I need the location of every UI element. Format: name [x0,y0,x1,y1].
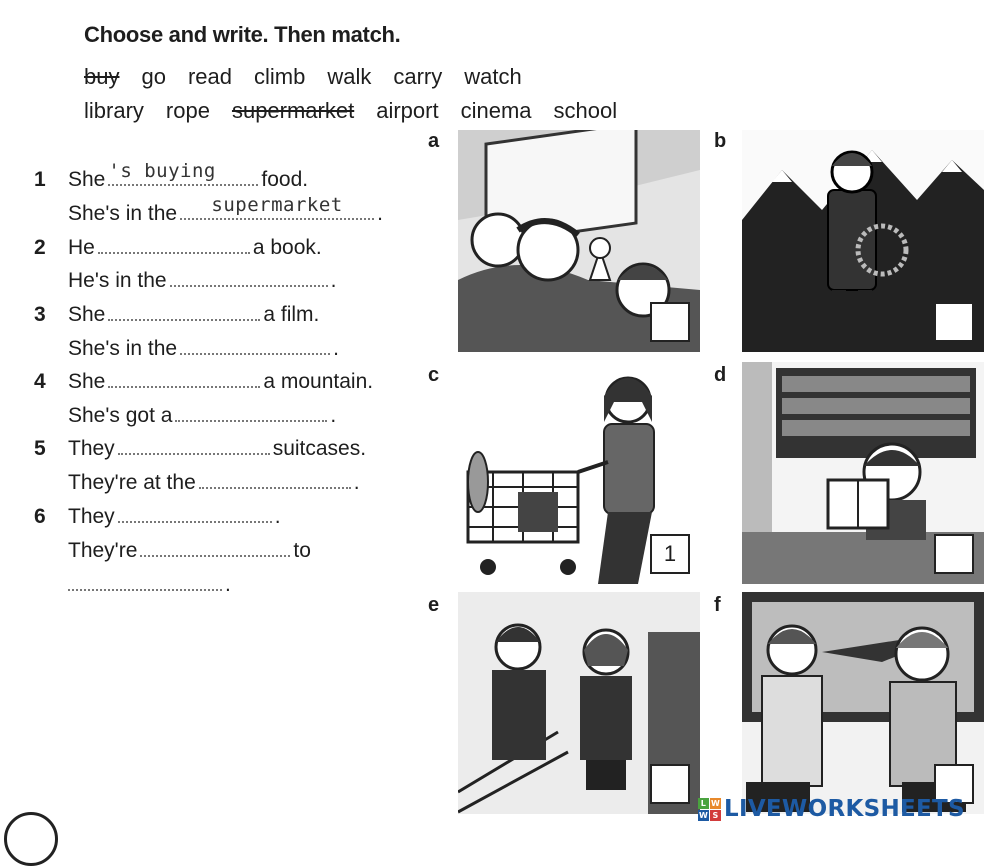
sentence-text: She [68,168,106,191]
sentence-text: . [330,269,337,292]
word-bank-row-1 [84,64,522,90]
word-bank-item[interactable]: buy [84,64,120,89]
liveworksheets-logo [698,796,965,822]
handwritten-answer: 's buying [108,160,216,182]
question-5-line-1 [68,437,366,461]
word-bank-row-2 [84,98,617,124]
sentence-text: a mountain. [263,370,374,393]
sentence-text: . [377,202,383,225]
picture-e-school [458,592,700,814]
sentence-text: They're [68,539,138,562]
word-bank-item[interactable]: read [187,64,233,89]
question-6-line-3 [68,573,231,597]
question-3-line-1 [68,303,319,327]
answer-blank[interactable] [180,194,374,220]
question-1-line-2 [68,194,383,226]
question-6-line-2 [68,539,311,563]
picture-d-library [742,362,984,584]
word-bank-item[interactable]: climb [254,64,306,89]
answer-blank[interactable] [170,269,328,287]
answer-box[interactable] [650,764,690,804]
sentence-text: He [68,236,95,259]
sentence-text: a book. [252,236,322,259]
word-bank-item[interactable]: carry [393,64,443,89]
word-bank-item[interactable]: go [141,64,166,89]
answer-blank[interactable] [118,437,270,455]
sentence-text: . [225,573,231,596]
question-6-line-1 [68,505,281,529]
liveworksheets-logo-icon [698,798,721,821]
picture-label: f [714,594,721,616]
word-bank-item[interactable]: watch [464,64,522,89]
sentence-text: . [330,404,337,427]
question-3-line-2 [68,337,339,361]
question-4-line-2 [68,404,336,428]
picture-label: e [428,594,440,616]
answer-blank[interactable] [175,404,327,422]
logo-tile: W [710,798,721,808]
question-number: 4 [34,370,46,393]
question-number: 1 [34,168,46,191]
sentence-text: She [68,370,106,393]
answer-box[interactable] [650,302,690,342]
word-bank-item[interactable]: rope [165,98,210,123]
answer-box[interactable]: 1 [650,534,690,574]
answer-blank[interactable] [180,337,330,355]
sentence-text: She's in the [68,202,178,225]
sentence-text: She [68,303,106,326]
sentence-text: She's in the [68,337,178,360]
answer-blank[interactable] [108,303,260,321]
question-2-line-1 [68,236,322,260]
word-bank-item[interactable]: airport [376,98,439,123]
picture-label: b [714,130,727,152]
picture-a-cinema [458,130,700,352]
sentence-text: food. [261,168,309,191]
answer-blank[interactable] [140,539,290,557]
question-number: 2 [34,236,46,259]
sentence-text: He's in the [68,269,167,292]
answer-box[interactable] [934,302,974,342]
word-bank-item[interactable]: library [84,98,144,123]
sentence-text: suitcases. [272,437,367,460]
question-5-line-2 [68,471,360,495]
answer-blank[interactable] [68,573,222,591]
answer-blank[interactable] [118,505,272,523]
handwritten-answer: supermarket [211,194,343,216]
sentence-text: They're at the [68,471,196,494]
sentence-text: They [68,505,115,528]
logo-tile: S [710,810,721,821]
brand-text: LIVEWORKSHEETS [724,796,965,822]
answer-blank[interactable] [98,236,250,254]
word-bank-item[interactable]: cinema [460,98,532,123]
sentence-text: . [353,471,360,494]
answer-blank[interactable] [108,160,258,186]
question-number: 5 [34,437,46,460]
picture-b-climber [742,130,984,352]
sentence-text: She's got a [68,404,173,427]
question-2-line-2 [68,269,336,293]
picture-f-airport [742,592,984,814]
sentence-text: to [293,539,311,562]
word-bank-item[interactable]: walk [327,64,372,89]
picture-c-supermarket [458,362,700,584]
answer-box[interactable] [934,534,974,574]
answer-blank[interactable] [199,471,351,489]
page-marker-circle [4,812,58,866]
picture-label: a [428,130,440,152]
instruction-title: Choose and write. Then match. [84,22,401,47]
picture-label: d [714,364,727,386]
sentence-text: a film. [263,303,320,326]
sentence-text: . [274,505,281,528]
answer-blank[interactable] [108,370,260,388]
question-number: 6 [34,505,46,528]
question-number: 3 [34,303,46,326]
picture-label: c [428,364,440,386]
sentence-text: . [333,337,339,360]
logo-tile: L [698,798,709,809]
question-1-line-1 [68,160,309,192]
question-4-line-1 [68,370,373,394]
word-bank-item[interactable]: school [553,98,618,123]
sentence-text: They [68,437,115,460]
word-bank-item[interactable]: supermarket [231,98,355,123]
logo-tile: W [698,810,709,820]
